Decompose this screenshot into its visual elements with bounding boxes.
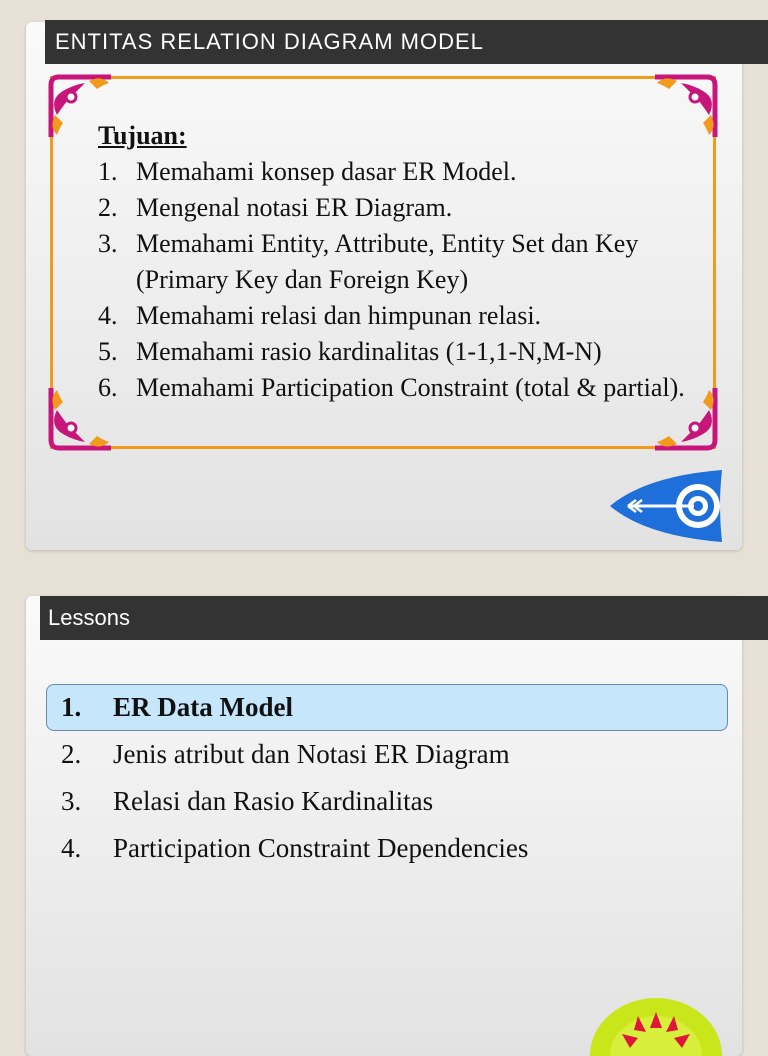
decorative-wheel-icon — [586, 994, 726, 1056]
objective-item — [98, 226, 718, 298]
objective-number: 2. — [98, 193, 118, 222]
lesson-item[interactable] — [46, 731, 728, 778]
lesson-text: ER Data Model — [113, 692, 293, 722]
objective-item — [98, 154, 718, 190]
objective-text: Memahami Participation Constraint (total & partial). — [136, 373, 685, 402]
objective-number: 3. — [98, 229, 118, 258]
objective-item — [98, 190, 718, 226]
lessons-slide — [26, 596, 742, 1056]
lesson-number: 1. — [61, 692, 82, 722]
objective-item — [98, 298, 718, 334]
lesson-item[interactable] — [46, 778, 728, 825]
objective-number: 5. — [98, 337, 118, 366]
objective-item — [98, 334, 718, 370]
objective-text: Memahami Entity, Attribute, Entity Set dan Key (Primary Key dan Foreign Key) — [136, 229, 639, 294]
lesson-item[interactable] — [46, 825, 728, 872]
objectives-slide — [26, 22, 742, 550]
objective-number: 6. — [98, 373, 118, 402]
slide-title: Lessons — [40, 596, 768, 640]
objective-number: 4. — [98, 301, 118, 330]
target-arrow-icon — [606, 466, 726, 546]
objective-text: Memahami konsep dasar ER Model. — [136, 157, 517, 186]
objectives-list — [98, 154, 718, 406]
lesson-text: Jenis atribut dan Notasi ER Diagram — [113, 739, 510, 769]
lesson-number: 2. — [61, 739, 82, 769]
objective-text: Mengenal notasi ER Diagram. — [136, 193, 453, 222]
objectives-heading: Tujuan: — [98, 121, 187, 150]
lesson-text: Participation Constraint Dependencies — [113, 833, 529, 863]
objective-text: Memahami relasi dan himpunan relasi. — [136, 301, 542, 330]
lessons-list — [46, 684, 728, 872]
lesson-item-active[interactable] — [46, 684, 728, 731]
objectives-block — [98, 118, 718, 406]
lesson-number: 4. — [61, 833, 82, 863]
slide-title: ENTITAS RELATION DIAGRAM MODEL — [45, 20, 768, 64]
lesson-number: 3. — [61, 786, 82, 816]
objective-item — [98, 370, 718, 406]
objective-text: Memahami rasio kardinalitas (1-1,1-N,M-N) — [136, 337, 602, 366]
objective-number: 1. — [98, 157, 118, 186]
lesson-text: Relasi dan Rasio Kardinalitas — [113, 786, 434, 816]
